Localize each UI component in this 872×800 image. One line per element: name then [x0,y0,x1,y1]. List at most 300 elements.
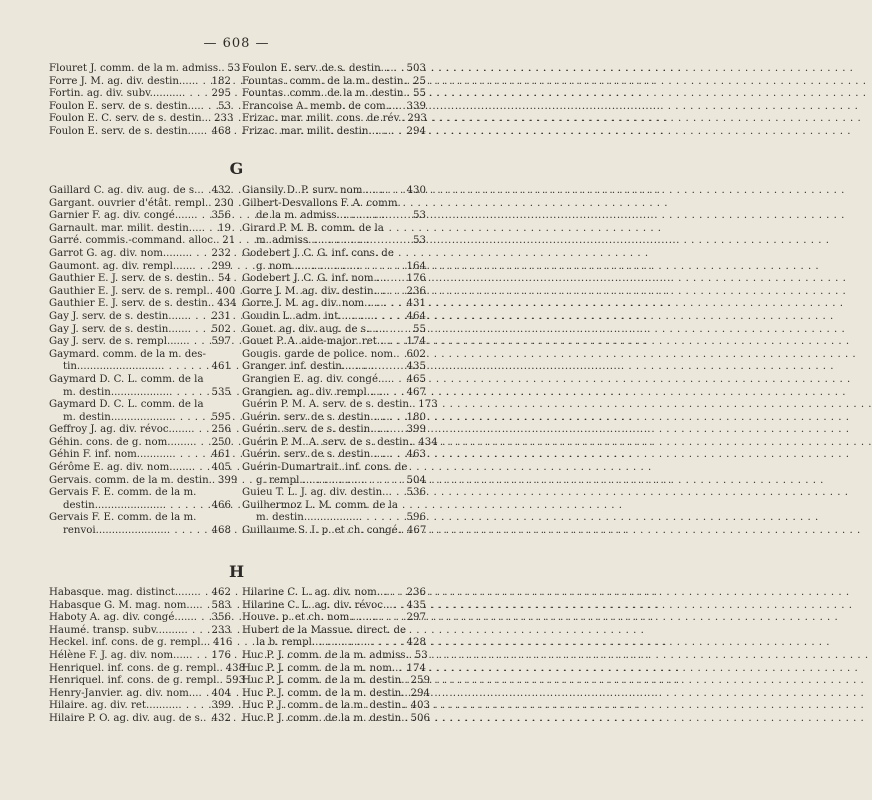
entry-text: m. admiss................... [256,235,370,247]
entry-page-number: 164 [406,260,426,272]
entry-text: Haboty A. ag. div. congé...... [49,612,194,624]
entry-text: Huc P. J. comm. de la m. destin. [242,687,405,699]
entry-text: Géhin F. inf. nom........... [49,449,173,461]
leader-dots [199,600,209,613]
entry-page-number: 432 [211,185,231,196]
entry-page-number: 463 [406,449,426,461]
index-entry [242,286,426,299]
leader-dots [189,650,209,663]
entry-text: Giansily D. P. surv. nom....... [242,185,386,196]
index-entry [242,63,426,76]
entry-page-number: 53 [413,235,426,247]
leader-dots [201,185,210,198]
index-entry [242,374,426,387]
entry-text: Foulon E. serv. de s. destin..... [49,125,204,137]
index-entry [49,662,246,676]
entry-page-number: 356 [211,612,231,624]
entry-page-number: 464 [406,310,426,322]
leader-dots [390,424,405,437]
index-entry [49,197,234,211]
index-entry [242,587,426,600]
entry-page-number: 53 [227,63,241,74]
entry-text: Fortin. ag. div. subv.......... [49,88,183,100]
index-entry [49,500,231,513]
index-entry [242,324,426,337]
entry-page-number: 53 [413,210,426,222]
index-entry [49,625,231,638]
entry-page-number: 176 [406,273,426,285]
leader-dots [195,76,209,89]
entry-text: Huc P. J. comm. de la m. nom.. [242,662,399,674]
leader-dots [384,298,405,311]
entry-page-number: 461 [211,361,231,373]
entry-page-number: 294 [410,687,430,699]
entry-page-number: 428 [406,637,426,649]
leader-dots [191,424,209,437]
index-entry [49,223,231,236]
entry-text: Gaymard D. C. L. comm. de la [49,399,204,411]
index-entry [242,248,426,261]
index-entry [49,210,231,223]
entry-text: Gay J. serv. de s. rempl...... [49,336,187,348]
index-entry [242,612,426,625]
entry-text: Foulon E. serv. de s. destin.... [49,100,201,112]
index-entry [49,361,231,374]
entry-page-number: 53 [414,649,428,661]
section-letter-h: H [228,562,245,581]
index-entry [242,210,426,223]
leader-dots [188,311,210,324]
entry-text: Gervais F. E. comm. de la m. [49,512,197,524]
index-entry [49,525,231,538]
entry-text: Gérôme E. ag. div. nom....... [49,462,192,474]
entry-text: Guérin P. M. A. serv. de s. destin. [242,399,413,411]
entry-page-number: 299 [211,260,231,272]
entry-page-number: 182 [211,75,231,87]
entry-page-number: 416 [212,637,233,649]
index-entry [242,223,426,236]
entry-page-number: 399 [217,474,238,486]
entry-text: Geffroy J. ag. div. révoc....... [49,424,192,436]
entry-page-number: 173 [418,399,438,411]
entry-page-number: 232 [211,247,231,259]
entry-page-number: 294 [406,125,426,137]
index-entry [49,474,238,488]
entry-page-number: 236 [406,285,426,297]
index-entry [49,387,231,400]
entry-page-number: 504 [406,474,426,486]
index-entry [49,336,231,349]
entry-page-number: 55 [413,88,426,100]
entry-text: Guillaume S. I. p. et ch. congé. [242,525,401,537]
index-entry [49,650,231,663]
entry-text: Gouet P. A. aide-major. ret.... [242,336,390,348]
entry-text: Frizac. mar. milit. cons. de rév. [242,113,402,125]
entry-text: Hilarine C. L. ag. div. révoc... [242,599,393,611]
leader-dots [374,361,404,374]
column-g-left [49,185,238,538]
entry-page-number: 435 [406,599,426,611]
index-entry [242,600,426,613]
leader-dots [385,210,411,223]
leader-dots [169,387,209,400]
entry-text: Gay J. serv. de s. destin...... [49,310,188,322]
entry-text: Géhin. cons. de g. nom........ [49,436,194,448]
index-entry [242,449,426,462]
entry-text: Hilaire. ag. div. ret.......... [49,700,179,712]
entry-text: Huc P. J. comm. de la m. destin. [242,675,405,687]
index-entry [49,600,231,613]
entry-page-number: 54 [218,273,231,285]
entry-text: m. destin................... [63,411,173,423]
entry-text: Guérin. serv. de s. destin...... [242,424,390,436]
entry-text: Haumé. transp. subv......... [49,624,185,636]
entry-text: Hilarine C. L. ag. div. nom.... [242,587,390,598]
column-h-left [49,587,246,726]
entry-text: Flouret J. comm. de la m. admiss. [49,63,222,74]
entry-page-number: 236 [406,587,426,598]
entry-text: Guieu T. L. J. ag. div. destin.. [242,487,389,499]
section-letter-g: G [229,159,244,178]
leader-dots [172,412,209,425]
entry-text: Hélène F. J. ag. div. nom..... [49,649,190,661]
entry-text: Garnier F. ag. div. congé...... [49,210,195,222]
entry-text: Hubert de la Massue. direct. de [242,624,407,636]
leader-dots [378,612,404,625]
leader-dots [396,349,404,362]
entry-text: Gauthier E. J. serv. de s. destin. [49,273,212,285]
leader-dots [359,512,405,525]
entry-text: Gervais F. E. comm. de la m. [49,487,197,499]
entry-page-number: 465 [406,373,426,385]
entry-page-number: 233 [214,113,234,125]
entry-text: Huc P. J. comm. de la m. destin. [242,700,405,712]
index-entry [49,374,231,387]
entry-page-number: 25 [413,75,426,87]
entry-page-number: 467 [406,525,427,537]
index-entry [242,424,426,437]
entry-text: g. rempl.................... [256,474,365,486]
index-entry [49,713,231,726]
entry-text: Gay J. serv. de s. destin...... [49,323,188,335]
index-entry [242,311,426,324]
leader-dots [186,336,209,349]
index-entry [49,235,236,248]
index-entry [242,261,426,274]
entry-text: Gargant. ouvrier d'étât. rempl. [49,197,209,209]
index-entry [242,298,426,311]
index-entry [242,412,426,425]
entry-text: Gaymard D. C. L. comm. de la [49,373,204,385]
index-entry [242,487,426,500]
index-entry [242,663,426,676]
entry-page-number: 233 [211,624,231,636]
leader-dots [389,487,405,500]
index-entry [49,449,231,462]
leader-dots [385,324,411,337]
leader-dots [192,261,209,274]
entry-page-number: 339 [406,100,426,112]
index-entry [242,687,430,701]
index-entry [49,437,231,450]
leader-dots [374,311,405,324]
leader-dots [394,63,405,76]
index-entry [242,462,426,475]
page-number: — 608 — [203,36,270,51]
entry-text: destin..................... [63,499,163,511]
entry-text: Gorre J. M. ag. div. destin.... [242,285,387,297]
index-entry [242,235,426,248]
entry-text: Habasque G. M. mag. nom.... [49,599,200,611]
leader-dots [198,587,210,600]
leader-dots [364,475,404,488]
entry-text: m. destin................. [256,512,359,524]
entry-text: Houve. p. et ch. nom......... [242,612,379,624]
index-entry [242,399,438,412]
index-entry [242,88,426,101]
entry-page-number: 230 [214,197,234,209]
entry-page-number: 596 [406,512,426,524]
entry-text: Hilaire P. O. ag. div. aug. de s. [49,712,204,724]
entry-page-number: 404 [211,687,231,699]
entry-page-number: 430 [406,185,426,196]
entry-text: Gilbert-Desvallons F. A. comm. [242,197,401,209]
index-entry [242,700,430,713]
leader-dots [202,223,216,236]
entry-text: tin.......................... [63,361,162,373]
entry-text: Forre J. M. ag. div. destin..... [49,75,196,87]
index-entry [49,185,231,198]
entry-page-number: 438 [225,662,246,674]
entry-page-number: 176 [211,649,231,661]
index-entry [49,248,231,261]
index-entry [49,399,231,412]
entry-text: Foulon E. serv. de s. destin.... [242,63,394,74]
leader-dots [391,374,405,387]
index-entry [49,126,231,139]
entry-page-number: 502 [211,323,231,335]
index-entry [49,273,231,286]
index-entry [242,273,426,286]
entry-text: Garrot G. ag. div. nom........ [49,247,189,259]
entry-page-number: 174 [406,662,426,674]
leader-dots [194,612,210,625]
entry-page-number: 435 [406,361,426,373]
entry-text: Gaumont. ag. div. rempl...... [49,260,193,272]
index-entry [49,612,231,625]
index-entry [49,285,236,299]
entry-text: Gervais. comm. de la m. destin. [49,474,212,486]
leader-dots [185,625,210,638]
index-entry [242,500,426,513]
entry-text: Guérin. serv. de s. destin...... [242,449,390,461]
entry-page-number: 174 [406,336,426,348]
entry-text: Fountas. comm. de la m. destin. [242,75,407,87]
entry-text: Guérin-Dumartrait. inf. cons. de [242,462,408,474]
entry-text: Grangien E. ag. div. congé.... [242,373,391,385]
entry-text: Henriquel. inf. cons. de g. rempl. [49,675,220,687]
column-g-right [242,185,438,538]
entry-text: Huc P. J. comm. de la m. destin. [242,712,405,724]
index-entry [242,113,426,126]
entry-page-number: 431 [406,298,426,310]
entry-page-number: 53 [218,100,231,112]
leader-dots [390,336,405,349]
entry-page-number: 602 [406,348,426,360]
entry-page-number: 405 [211,462,231,474]
entry-page-number: 55 [413,323,426,335]
entry-text: g. nom..................... [256,260,360,272]
entry-text: m. destin.................. [63,386,170,398]
index-entry [242,625,426,638]
entry-text: Henry-Janvier. ag. div. nom... [49,687,199,699]
leader-dots [189,248,210,261]
entry-page-number: 535 [211,386,231,398]
index-entry [49,412,231,425]
index-entry [49,63,241,76]
entry-text: Goudin L. adm. int........... [242,310,374,322]
entry-page-number: 432 [211,712,231,724]
entry-page-number: 467 [406,386,426,398]
entry-page-number: 21 [222,235,236,247]
leader-dots [178,700,209,713]
index-entry [242,650,426,663]
leader-dots [201,101,216,114]
entry-text: Foulon E. C. serv. de s. destin.. [49,113,209,125]
entry-text: Godebert J. C. G. inf. cons. de [242,247,394,259]
index-entry [49,324,231,337]
entry-text: Gougis. garde de police. nom. [242,348,397,360]
index-entry [49,101,231,114]
leader-dots [198,688,209,701]
entry-page-number: 506 [410,712,430,724]
entry-page-number: 434 [217,298,237,310]
leader-dots [393,600,405,613]
leader-dots [386,286,404,299]
index-entry [242,361,426,374]
index-entry [242,185,426,198]
entry-page-number: 503 [406,63,426,74]
index-entry [242,336,426,349]
index-entry [49,88,231,101]
column-top-left [49,63,241,139]
leader-dots [385,185,405,198]
entry-page-number: 597 [211,336,231,348]
entry-page-number: 583 [211,599,231,611]
index-entry [242,349,426,362]
leader-dots [387,273,405,286]
entry-text: Gorre J. M. ag. div. nom...... [242,298,384,310]
entry-text: Gaymard. comm. de la m. des- [49,348,206,360]
entry-text: Huc P. J. comm. de la m. admiss. [242,649,409,661]
index-entry [242,126,426,139]
index-entry [49,298,237,311]
leader-dots [391,126,404,139]
entry-page-number: 180 [406,411,426,423]
entry-text: la b. rempl.................. [256,637,371,649]
leader-dots [390,412,405,425]
entry-page-number: 259 [410,675,430,687]
leader-dots [163,500,210,513]
index-entry [49,688,231,701]
index-entry [49,675,246,688]
leader-dots [390,587,405,600]
leader-dots [194,210,209,223]
entry-page-number: 434 [418,436,438,448]
index-entry [242,101,426,114]
entry-text: Grangien. ag. div. rempl...... [242,386,387,398]
column-h-right [242,587,430,726]
entry-page-number: 399 [211,700,231,712]
entry-text: Gouet. ag. div. aug. de s...... [242,323,386,335]
index-entry [242,387,426,400]
leader-dots [386,387,404,400]
entry-page-number: 19 [218,222,231,234]
leader-dots [161,361,209,374]
leader-dots [182,88,210,101]
index-entry [242,475,426,488]
leader-dots [193,437,209,450]
index-entry [49,587,231,600]
index-entry [49,113,234,126]
index-entry [49,487,231,500]
index-entry [49,462,231,475]
leader-dots [167,525,210,538]
entry-page-number: 403 [410,700,430,712]
entry-text: Guérin P. M. A. serv. de s. destin. [242,436,413,448]
entry-page-number: 356 [211,210,231,222]
entry-text: Gauthier E. J. serv. de s. rempl. [49,285,210,297]
index-entry [49,512,231,525]
entry-page-number: 400 [215,285,236,297]
index-entry [242,525,426,538]
leader-dots [370,235,411,248]
index-entry [49,349,231,362]
entry-text: renvoi...................... [63,525,167,537]
index-entry [242,712,430,726]
entry-text: Heckel. inf. cons. de g. rempl.. [49,637,207,649]
entry-page-number: 293 [407,113,427,125]
entry-page-number: 462 [211,587,231,598]
entry-page-number: 466 [211,499,231,511]
index-entry [49,700,231,713]
index-entry [242,436,438,450]
entry-text: Gauthier E. J. serv. de s. destin. [49,298,212,310]
entry-page-number: 295 [211,88,231,100]
entry-text: Gaillard C. ag. div. aug. de s.. [49,185,201,196]
leader-dots [359,261,404,274]
entry-page-number: 461 [211,449,231,461]
index-entry [49,76,231,89]
entry-text: Guérin. serv. de s. destin...... [242,411,390,423]
entry-page-number: 468 [211,125,231,137]
entry-page-number: 468 [211,525,231,537]
entry-text: Girard P. M. B. comm. de la [242,222,384,234]
entry-text: Garnault. mar. milit. destin.... [49,222,202,234]
entry-page-number: 297 [406,612,426,624]
index-entry [49,311,231,324]
entry-text: Habasque. mag. distinct....... [49,587,198,598]
column-top-right [242,63,426,139]
entry-text: Garré. commis.-command. alloc. [49,235,217,247]
entry-text: Godebert J. C. G. inf. nom.... [242,273,387,285]
entry-page-number: 595 [211,411,231,423]
index-entry [242,675,430,688]
entry-page-number: 536 [406,487,426,499]
entry-page-number: 256 [211,424,231,436]
entry-text: Henriquel. inf. cons. de g. rempl. [49,662,220,674]
entry-page-number: 399 [406,424,426,436]
